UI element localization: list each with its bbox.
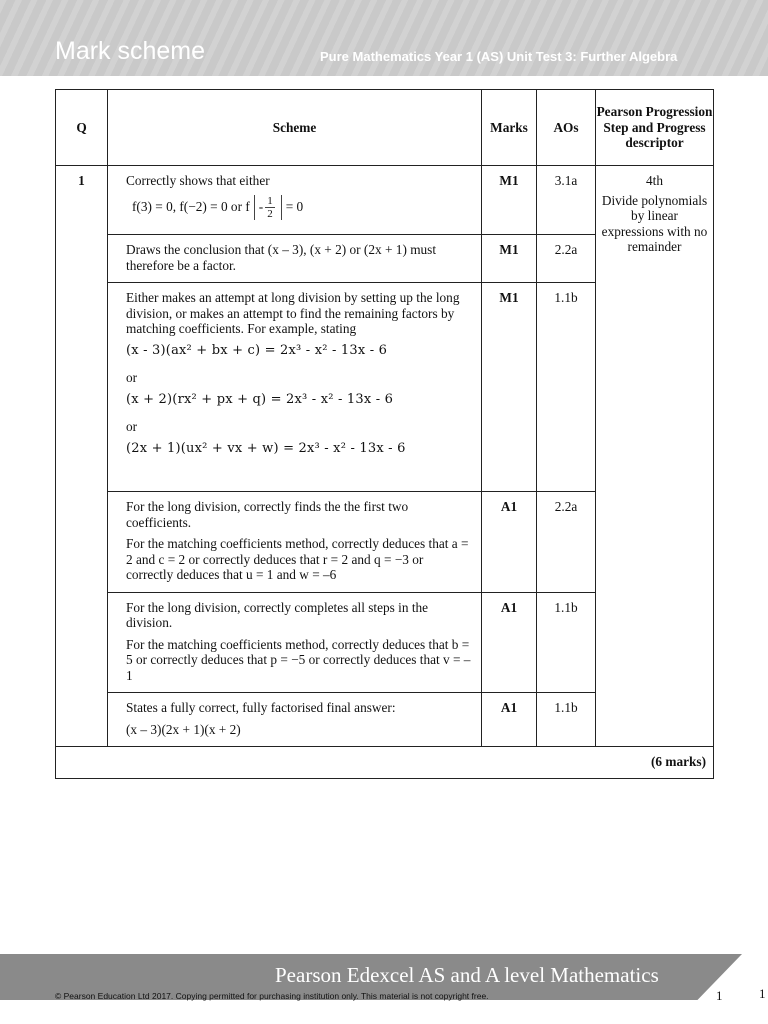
ao-cell: 2.2a: [537, 492, 596, 593]
ao-cell: 1.1b: [537, 283, 596, 492]
scheme-cell: [108, 492, 482, 593]
total-row: [56, 747, 714, 779]
ao-cell: 1.1b: [537, 693, 596, 747]
page-number-edge: 1: [759, 986, 766, 1001]
expression-part: f(3) = 0, f(−2) = 0 or f: [132, 199, 250, 215]
question-number: 1: [56, 166, 108, 747]
descriptor-text: Divide polynomials by linear expressions with no remainder: [601, 192, 708, 254]
scheme-text: For the long division, correctly finds the the first two coefficients.: [126, 499, 409, 530]
scheme-cell: [108, 592, 482, 693]
mark-cell: M1: [482, 235, 537, 283]
fraction-numerator: 1: [267, 194, 273, 207]
mark-cell: M1: [482, 283, 537, 492]
scheme-text: States a fully correct, fully factorised final answer:: [126, 700, 396, 715]
scheme-cell: [108, 283, 482, 492]
ao-cell: 2.2a: [537, 235, 596, 283]
fraction-denominator: 2: [267, 207, 273, 220]
equation: (x + 2)(rx² + px + q) = 2x³ - x² - 13x - 6: [126, 391, 394, 407]
minus-sign: -: [258, 199, 264, 215]
mark-cell: M1: [482, 166, 537, 235]
scheme-text: For the long division, correctly completes all steps in the division.: [126, 599, 429, 630]
copyright-notice: © Pearson Education Ltd 2017. Copying permitted for purchasing institution only. This material is not copyright free.: [55, 991, 489, 1001]
factor-theorem-expression: [132, 195, 471, 220]
page-title: Mark scheme: [55, 37, 206, 65]
bracket-argument: [254, 195, 282, 220]
scheme-text: For the matching coefficients method, correctly deduces that b = 5 or correctly deduces that p = −5 or correctly deduces that v = –1: [126, 636, 471, 683]
expression-part: = 0: [285, 199, 304, 215]
descriptor-cell: [596, 166, 714, 747]
column-header-scheme: Scheme: [108, 90, 482, 166]
scheme-text: Correctly shows that either: [126, 173, 270, 188]
column-header-marks: Marks: [482, 90, 537, 166]
page-number: 1: [716, 988, 723, 1003]
scheme-text: Either makes an attempt at long division by setting up the long division, or makes an attempt to find the remaining factors by matching coefficients. For example, stating: [126, 290, 460, 336]
ao-cell: 1.1b: [537, 592, 596, 693]
column-header-descriptor: Pearson Progression Step and Progress descriptor: [596, 90, 714, 166]
mark-cell: A1: [482, 693, 537, 747]
ao-cell: 3.1a: [537, 166, 596, 235]
table-row: [56, 166, 714, 235]
fraction: [265, 195, 275, 220]
final-answer: (x – 3)(2x + 1)(x + 2): [126, 721, 241, 737]
page-subtitle: Pure Mathematics Year 1 (AS) Unit Test 3: Further Algebra: [320, 49, 678, 64]
scheme-cell: [108, 166, 482, 235]
total-marks: (6 marks): [56, 747, 714, 779]
mark-scheme-table: [55, 89, 714, 779]
descriptor-step: 4th: [646, 173, 663, 188]
scheme-text: or: [126, 419, 138, 434]
scheme-cell: [108, 693, 482, 747]
mark-cell: A1: [482, 592, 537, 693]
scheme-text: Draws the conclusion that (x – 3), (x + 2) or (2x + 1) must therefore be a factor.: [126, 242, 437, 273]
scheme-cell: [108, 235, 482, 283]
equation: (x - 3)(ax² + bx + c) = 2x³ - x² - 13x - 6: [126, 342, 388, 358]
mark-cell: A1: [482, 492, 537, 593]
scheme-text: or: [126, 370, 138, 385]
scheme-text: For the matching coefficients method, correctly deduces that a = 2 and c = 2 or correctly deduces that r = 2 and q = −3 or correctly deduces that u = 1 and w = –6: [126, 536, 469, 582]
equation: (2x + 1)(ux² + vx + w) = 2x³ - x² - 13x - 6: [126, 440, 406, 456]
table-header-row: [56, 90, 714, 166]
column-header-aos: AOs: [537, 90, 596, 166]
column-header-q: Q: [56, 90, 108, 166]
footer-brand: Pearson Edexcel AS and A level Mathematics: [275, 963, 659, 987]
